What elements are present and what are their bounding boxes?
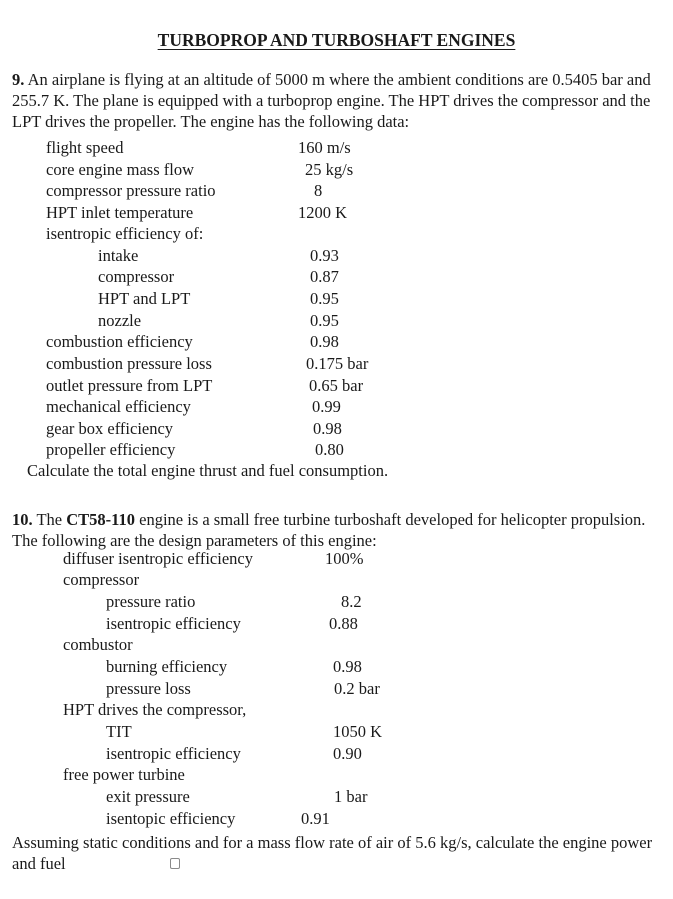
q9-param-value: 0.98 — [310, 332, 339, 351]
q10-param-label: free power turbine — [63, 765, 185, 784]
q10-engine-name: CT58-110 — [66, 510, 135, 529]
q9-param-label: HPT and LPT — [98, 289, 191, 308]
q10-param-value: 0.98 — [333, 657, 362, 676]
q10-param-label: pressure ratio — [106, 592, 196, 611]
title-text: TURBOPROP AND TURBOSHAFT ENGINES — [157, 30, 516, 50]
q10-param-value: 8.2 — [341, 592, 362, 611]
q10-param-label: compressor — [63, 570, 140, 589]
q9-param-label: flight speed — [46, 138, 124, 157]
q9-param-value: 0.98 — [313, 419, 342, 438]
q9-param-value: 1200 K — [298, 203, 348, 222]
q10-param-value: 0.2 bar — [334, 679, 380, 698]
q10-param-value: 0.91 — [301, 809, 330, 828]
q10-param-label: pressure loss — [106, 679, 191, 698]
q10-param-value: 1 bar — [334, 787, 368, 806]
q9-param-label: gear box efficiency — [46, 419, 174, 438]
q9-param-value: 0.80 — [315, 440, 344, 459]
q9-param-label: compressor pressure ratio — [46, 181, 216, 200]
q10-number: 10. — [12, 510, 33, 529]
q9-param-value: 0.99 — [312, 397, 341, 416]
q9-param-label: intake — [98, 246, 139, 265]
q9-param-label: mechanical efficiency — [46, 397, 191, 416]
q9-intro — [12, 69, 664, 132]
q9-param-value: 160 m/s — [298, 138, 351, 157]
q9-param-label: propeller efficiency — [46, 440, 176, 459]
q10-param-label: combustor — [63, 635, 133, 654]
q10-intro-post: engine is a small free turbine turboshaft developed for helicopter propulsion. The following are the design parameters of this engine: — [12, 510, 646, 550]
q9-question: Calculate the total engine thrust and fuel consumption. — [27, 461, 389, 480]
q9-param-value: 0.87 — [310, 267, 339, 286]
q9-param-label: compressor — [98, 267, 175, 286]
q9-param-value: 8 — [314, 181, 323, 200]
q10-param-label: isentropic efficiency — [106, 744, 241, 763]
q9-param-label: outlet pressure from LPT — [46, 376, 213, 395]
q10-param-label: isentopic efficiency — [106, 809, 236, 828]
q9-intro-text: An airplane is flying at an altitude of 5000 m where the ambient conditions are 0.5405 bar and 255.7 K. The plane is equipped with a turboprop engine. The HPT drives the compressor and the LPT drives the propeller. The engine has the following data: — [12, 70, 651, 131]
q10-intro-pre: The — [36, 510, 63, 529]
q10-param-value: 100% — [325, 549, 364, 568]
q9-param-value: 0.65 bar — [309, 376, 364, 395]
q9-param-label: nozzle — [98, 311, 142, 330]
q9-number: 9. — [12, 70, 25, 89]
q9-param-value: 0.95 — [310, 311, 339, 330]
q9-param-value: 0.93 — [310, 246, 339, 265]
q9-param-value: 0.95 — [310, 289, 339, 308]
q10-param-value: 0.90 — [333, 744, 362, 763]
q10-intro — [12, 509, 664, 551]
q10-param-label: TIT — [106, 722, 132, 741]
q10-param-label: HPT drives the compressor, — [63, 700, 247, 719]
q9-param-label: HPT inlet temperature — [46, 203, 194, 222]
q10-param-label: diffuser isentropic efficiency — [63, 549, 253, 568]
q10-question-text: Assuming static conditions and for a mass flow rate of air of 5.6 kg/s, calculate the engine power and fuel — [12, 833, 653, 873]
q10-param-label: exit pressure — [106, 787, 190, 806]
q9-param-value: 25 kg/s — [305, 160, 354, 179]
q10-param-value: 1050 K — [333, 722, 383, 741]
q9-param-label: isentropic efficiency of: — [46, 224, 204, 243]
page-title — [0, 32, 673, 50]
q10-param-label: burning efficiency — [106, 657, 228, 676]
q9-param-label: core engine mass flow — [46, 160, 194, 179]
checkbox-icon[interactable] — [170, 858, 180, 869]
q10-param-label: isentropic efficiency — [106, 614, 241, 633]
q9-param-label: combustion efficiency — [46, 332, 193, 351]
q10-param-value: 0.88 — [329, 614, 358, 633]
q9-param-label: combustion pressure loss — [46, 354, 212, 373]
q9-param-value: 0.175 bar — [306, 354, 369, 373]
q10-question — [12, 832, 664, 874]
